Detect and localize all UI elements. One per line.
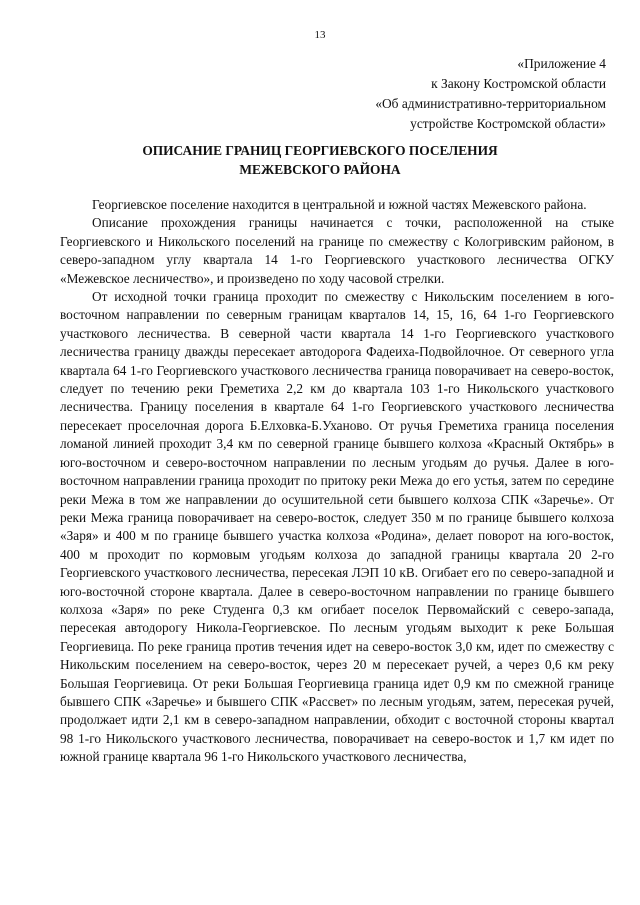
title-line: МЕЖЕВСКОГО РАЙОНА [239,162,401,177]
paragraph: Георгиевское поселение находится в центральной и южной частях Межевского района. [92,197,587,212]
paragraph: Описание прохождения границы начинается с точки, расположенной на стыке Георгиевского и Никольского поселений на границе по смежеству с Кологривским районом, в северо-западном углу квартала 14 1-го Георгиевского участкового лесничества ОГКУ «Межевское лесничество», и произведено по ходу часовой стрелки. [60,215,614,286]
appendix-reference [375,54,606,134]
appendix-line: устройстве Костромской области» [410,116,606,131]
title-line: ОПИСАНИЕ ГРАНИЦ ГЕОРГИЕВСКОГО ПОСЕЛЕНИЯ [142,143,498,158]
page-number: 13 [314,29,326,41]
document-title [0,141,640,179]
body-text [60,196,614,767]
appendix-line: к Закону Костромской области [431,76,606,91]
appendix-line: «Об административно-территориальном [375,96,606,111]
appendix-line: «Приложение 4 [517,56,606,71]
paragraph: От исходной точки граница проходит по смежеству с Никольским поселением в юго-восточном направлении по северным границам кварталов 14, 15, 16, 64 1-го Георгиевского участкового лесничества. В северной части квартала 14 1-го Георгиевского участкового лесничества границу дважды пересекает автодорога Фадеиха-Подвойлочное. От северного угла квартала 64 1-го Георгиевского участкового лесничества граница поворачивает на северо-восток, следует по течению реки Греметиха 2,2 км до квартала 103 1-го Никольского участкового лесничества. Границу поселения в квартале 64 1-го Георгиевского участкового лесничества пересекает проселочная дорога Б.Елховка-Б.Уханово. От ручья Греметиха граница поселения ломаной линией проходит 3,4 км по северной границе бывшего колхоза «Красный Октябрь» в юго-восточном и северо-восточном направлении по лесным угодьям до ручья. Далее в юго-восточном направлении граница проходит по притоку реки Межа до его устья, затем по середине реки Межа в том же направлении до осушительной сети бывшего колхоза СПК «Заречье». От реки Межа граница поворачивает на северо-восток, следует 350 м по границе бывшего колхоза «Заря» и 400 м по границе бывшего участка колхоза «Родина», делает поворот на юго-восток, 400 м проходит по кормовым угодьям колхоза до западной границы квартала 20 2-го Георгиевского участкового лесничества, пересекая ЛЭП 10 кВ. Огибает его по северо-западной и юго-восточной стороне квартала. Далее в северо-восточном направлении по границе бывшего колхоза «Заря» по реке Студенга 0,3 км огибает поселок Первомайский с северо-запада, пересекая автодорогу Никола-Георгиевское. По лесным угодьям выходит к реке Большая Георгиевица. По реке граница против течения идет на северо-восток 3,0 км, идет по смежеству с Никольским поселением на северо-восток, через 20 м пересекает ручей, а через 0,6 км реку Большая Георгиевица. От реки Большая Георгиевица граница идет 0,9 км по смежной границе бывшего СПК «Заречье» и бывшего СПК «Рассвет» по лесным угодьям, затем, пересекая ручей, продолжает идти 2,1 км в северо-западном направлении, обходит с восточной стороны квартал 98 1-го Никольского участкового лесничества, поворачивает на северо-восток и 1,7 км идет по южной границе квартала 96 1-го Никольского участкового лесничества, [60,289,614,765]
